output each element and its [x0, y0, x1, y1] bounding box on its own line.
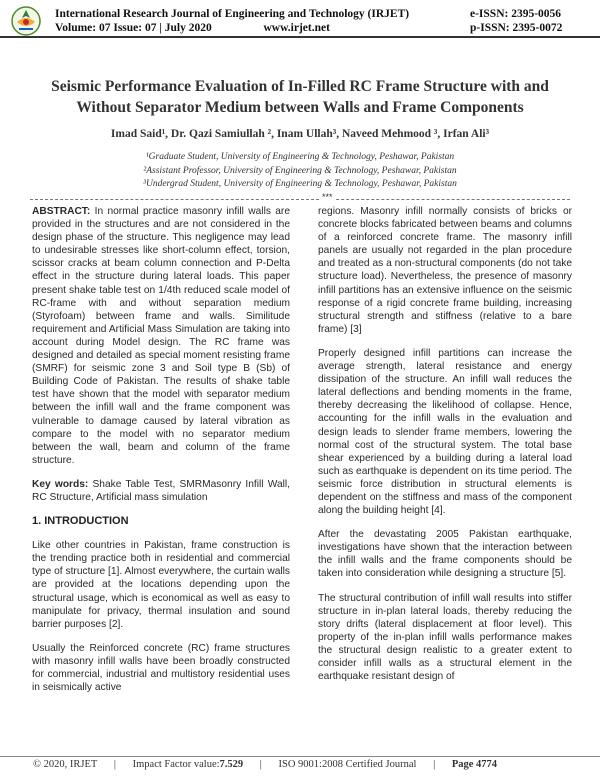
left-column — [32, 205, 290, 694]
abstract — [32, 205, 290, 467]
right-paragraph-1: regions. Masonry infill normally consists of bricks or concrete blocks fabricated between beams and columns of a reinforced concrete frame. The masonry infill panels are usually not regarded in the plan procedure and treated as a non-structural components (do not take structure load). Nevertheless, the presence of masonry infill partitions has an extensive influence on the seismic response of a rigid concrete frame building, increasing structural strength and stiffness (relative to a bare frame) [3] — [318, 206, 572, 335]
page-number: 4774 — [476, 759, 498, 770]
section-separator — [30, 193, 570, 205]
keywords-label: Key words: — [32, 478, 89, 490]
intro-paragraph-2: Usually the Reinforced concrete (RC) frame structures with masonry infill walls have been broadly constructed for commercial, industrial and multistory residential uses in seismically active — [32, 642, 290, 694]
abstract-text: In normal practice masonry infill walls are provided in the structures and are not considered in the design phase of the structure. This negligence may lead to undesirable stresses like short-column effect, torsion, scissor cracks at beam column connection and P-Delta effect in the structure during lateral loads. This paper present shake table test on 1/4th reduced scale model of RC-frame with and without separation medium (Styrofoam) between frame and walls. Similitude requirement and Artificial Mass Simulation are taking into account during Model design. The RC frame was designed and detailed as special moment resisting frame (SMRF) for seismic zone 3 and Soil type B (Sb) of Building Code of Pakistan. The results of shake table test have shown that the model with separator medium between the infill wall and the frame component was vulnerable to damage caused by lateral vibration as compare to the model with no separator medium between the wall, beam and column of the frame structure. — [32, 206, 290, 466]
keywords-text: Shake Table Test, SMRMasonry Infill Wall, RC Structure, Artificial mass simulation — [32, 478, 290, 503]
volume-issue: Volume: 07 Issue: 07 | July 2020 — [55, 22, 212, 34]
keywords — [32, 478, 290, 504]
title-line-1: Seismic Performance Evaluation of In-Filled RC Frame Structure with and — [51, 78, 549, 95]
pissn: p-ISSN: 2395-0072 — [470, 22, 563, 34]
page-label: Page — [451, 759, 477, 770]
header-rule — [0, 36, 600, 38]
affiliation-2: ²Assistant Professor, University of Engineering & Technology, Peshawar, Pakistan — [143, 166, 457, 176]
volume-line — [55, 22, 330, 34]
separator-stars: *** — [322, 192, 333, 202]
right-paragraph-3: After the devastating 2005 Pakistan earthquake, investigations have shown that the interaction between the infill walls and the frame components should be taken into consideration while designing a structure [5]. — [318, 529, 572, 580]
footer: © 2020, IRJET | Impact Factor value:7.529 | ISO 9001:2008 Certified Journal | Page 4774 — [33, 759, 498, 770]
affiliation-1: ¹Graduate Student, University of Engineering & Technology, Peshawar, Pakistan — [145, 152, 455, 162]
footer-impact — [133, 759, 244, 770]
title-line-2: Without Separator Medium between Walls and Frame Components — [76, 99, 524, 116]
affiliation-3: ³Undergrad Student, University of Engineering & Technology, Peshawar, Pakistan — [143, 179, 457, 189]
paper-title — [30, 76, 570, 118]
footer-page — [452, 759, 497, 770]
irjet-logo-icon — [11, 6, 41, 36]
authors: Imad Said¹, Dr. Qazi Samiullah ², Inam Ullah³, Naveed Mehmood ³, Irfan Ali³ — [110, 128, 490, 140]
footer-iso: ISO 9001:2008 Certified Journal — [278, 759, 417, 770]
journal-title: International Research Journal of Engineering and Technology (IRJET) — [55, 8, 410, 20]
eissn: e-ISSN: 2395-0056 — [470, 8, 562, 20]
website-link[interactable]: www.irjet.net — [263, 22, 330, 34]
right-paragraph-4: The structural contribution of infill wall results into stiffer structure in in-plan lateral loads, thereby reducing the story drifts (lateral displacement at floor level). This property of the in-plan infill walls performance makes the structural design realistic to a greater extent to consider infill walls as a structural element in the earthquake resistant design of — [318, 592, 572, 683]
right-column — [318, 205, 572, 683]
impact-label: Impact Factor value: — [132, 759, 220, 770]
abstract-label: ABSTRACT: — [32, 206, 91, 217]
footer-rule — [0, 756, 600, 757]
footer-copyright: © 2020, IRJET — [33, 759, 98, 770]
impact-value: 7.529 — [219, 759, 244, 770]
section-heading-introduction: 1. INTRODUCTION — [32, 515, 129, 528]
right-paragraph-2: Properly designed infill partitions can increase the average strength, lateral resistance and energy dissipation of the structure. An infill wall reduces the lateral deflections and bending moments in the frame, thereby decreasing the likelihood of collapse. Hence, accounting for the infill walls in the evaluation and design leads to slender frame members, lowering the normal cost of the structural system. The total base shear experienced by a building during a lateral load such as earthquake is dependent on its time period. The seismic force distribution in structural elements is dependent on the stiffness and mass of the component along the building height [4]. — [318, 347, 572, 517]
intro-paragraph-1: Like other countries in Pakistan, frame construction is the trending practice both in residential and commercial type of structure [1]. Almost everywhere, the curtain walls are provided at the locations depending upon the structural usage, which is economical as well as easy to manipulate for privacy, thermal insulation and sound barrier purposes [2]. — [32, 540, 290, 630]
